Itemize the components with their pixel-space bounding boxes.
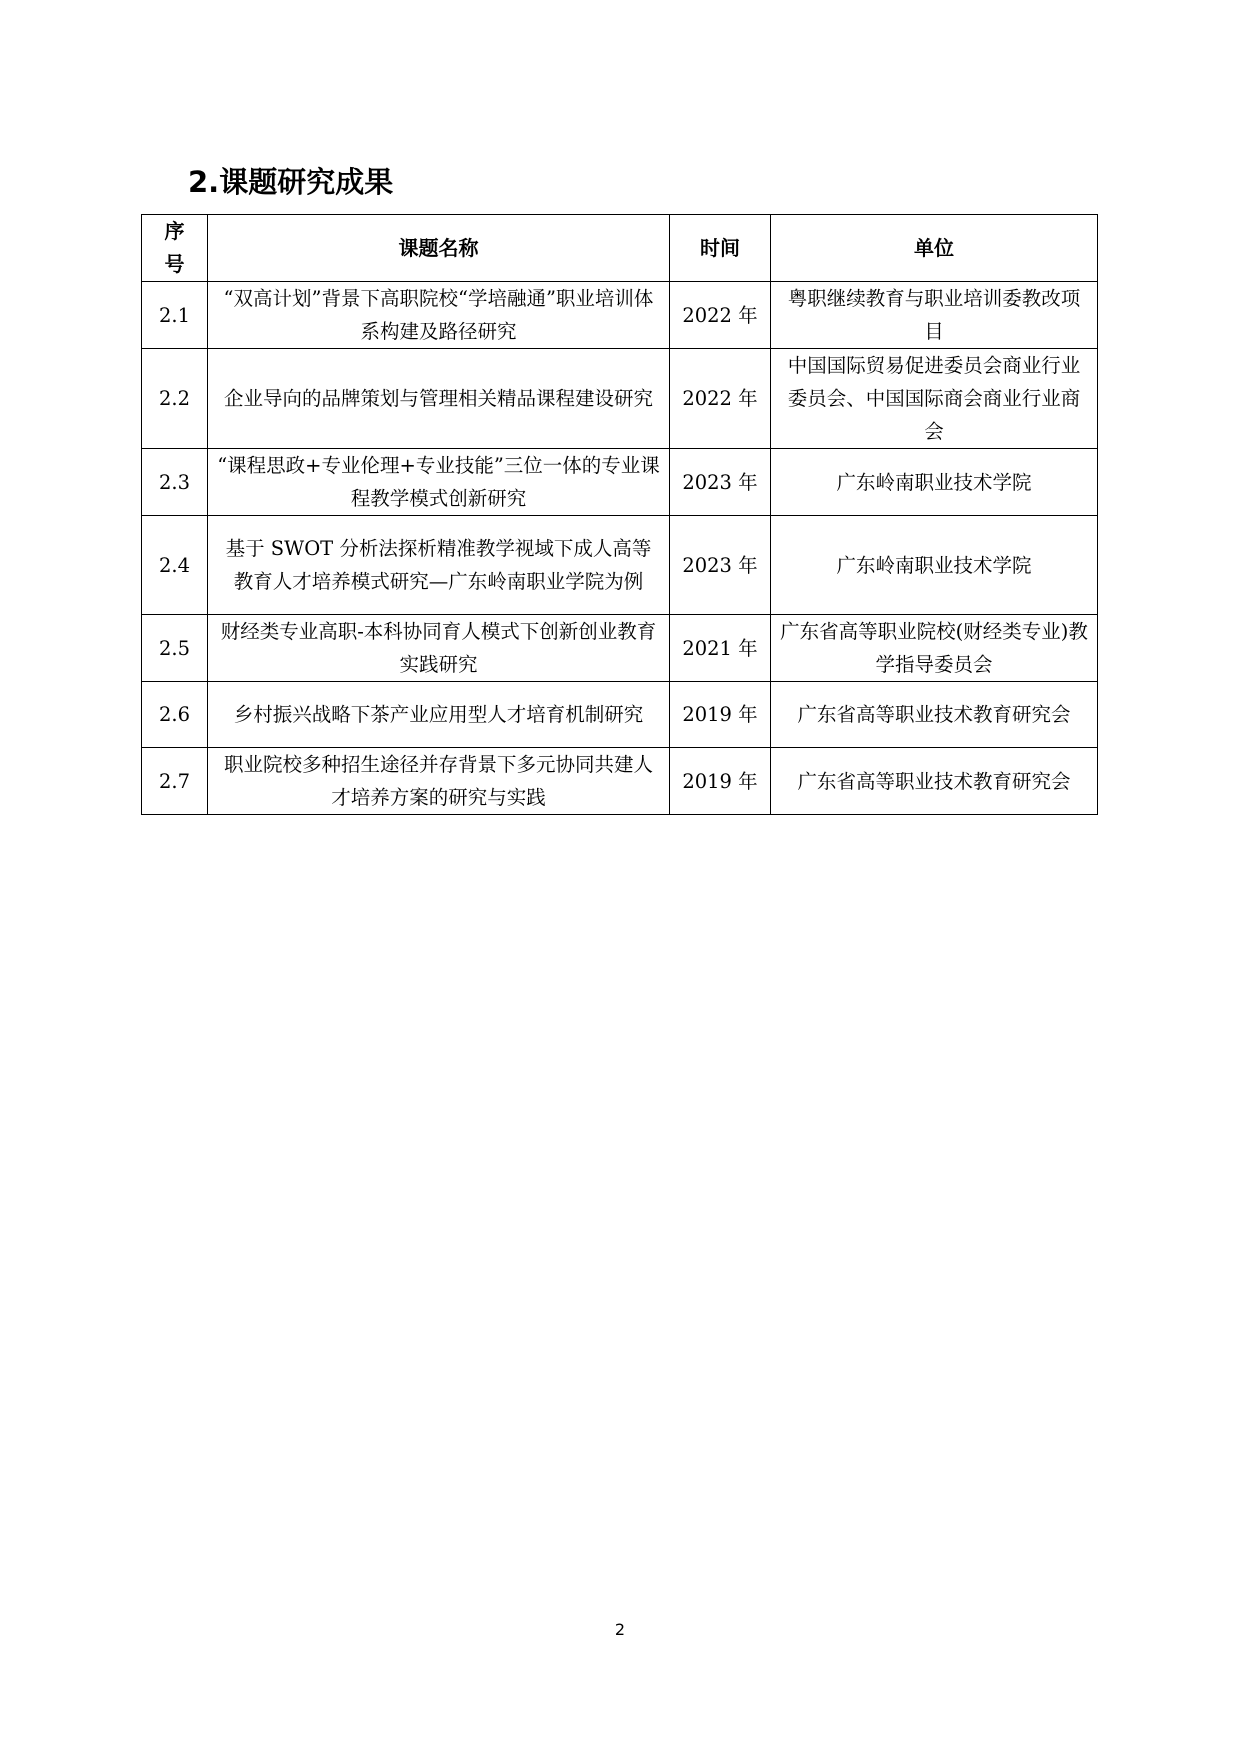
row-time: 2019 年 bbox=[670, 748, 771, 815]
header-serial-line2: 号 bbox=[164, 252, 185, 276]
section-title: 2.课题研究成果 bbox=[188, 165, 394, 199]
row-organization: 广东省高等职业技术教育研究会 bbox=[771, 748, 1098, 815]
row-time: 2022 年 bbox=[670, 282, 771, 349]
row-serial-number: 2.6 bbox=[142, 682, 208, 748]
row-organization: 中国国际贸易促进委员会商业行业委员会、中国国际商会商业行业商会 bbox=[771, 349, 1098, 449]
row-organization: 广东岭南职业技术学院 bbox=[771, 516, 1098, 615]
row-time: 2019 年 bbox=[670, 682, 771, 748]
table-row bbox=[142, 615, 1098, 682]
header-serial-number bbox=[142, 215, 208, 282]
row-topic-name: 财经类专业高职-本科协同育人模式下创新创业教育实践研究 bbox=[208, 615, 670, 682]
research-results-table bbox=[141, 214, 1098, 815]
page-number: 2 bbox=[614, 1620, 626, 1639]
row-serial-number: 2.7 bbox=[142, 748, 208, 815]
row-serial-number: 2.5 bbox=[142, 615, 208, 682]
row-organization: 广东岭南职业技术学院 bbox=[771, 449, 1098, 516]
row-time: 2022 年 bbox=[670, 349, 771, 449]
table-row bbox=[142, 449, 1098, 516]
header-serial-line1: 序 bbox=[164, 219, 185, 243]
header-organization: 单位 bbox=[771, 215, 1098, 282]
header-time: 时间 bbox=[670, 215, 771, 282]
row-topic-name: 基于 SWOT 分析法探析精准教学视域下成人高等教育人才培养模式研究—广东岭南职业学院为例 bbox=[208, 516, 670, 615]
row-topic-name: “课程思政+专业伦理+专业技能”三位一体的专业课程教学模式创新研究 bbox=[208, 449, 670, 516]
row-time: 2023 年 bbox=[670, 516, 771, 615]
row-organization: 广东省高等职业院校(财经类专业)教学指导委员会 bbox=[771, 615, 1098, 682]
table-header-row bbox=[142, 215, 1098, 282]
row-serial-number: 2.4 bbox=[142, 516, 208, 615]
row-topic-name: 乡村振兴战略下茶产业应用型人才培育机制研究 bbox=[208, 682, 670, 748]
header-topic-name: 课题名称 bbox=[208, 215, 670, 282]
row-serial-number: 2.3 bbox=[142, 449, 208, 516]
row-topic-name: 职业院校多种招生途径并存背景下多元协同共建人才培养方案的研究与实践 bbox=[208, 748, 670, 815]
table-row bbox=[142, 282, 1098, 349]
table-row bbox=[142, 682, 1098, 748]
table-row bbox=[142, 748, 1098, 815]
row-organization: 广东省高等职业技术教育研究会 bbox=[771, 682, 1098, 748]
row-serial-number: 2.1 bbox=[142, 282, 208, 349]
table-row bbox=[142, 516, 1098, 615]
table-row bbox=[142, 349, 1098, 449]
row-time: 2021 年 bbox=[670, 615, 771, 682]
row-serial-number: 2.2 bbox=[142, 349, 208, 449]
row-time: 2023 年 bbox=[670, 449, 771, 516]
row-topic-name: 企业导向的品牌策划与管理相关精品课程建设研究 bbox=[208, 349, 670, 449]
row-topic-name: “双高计划”背景下高职院校“学培融通”职业培训体系构建及路径研究 bbox=[208, 282, 670, 349]
row-organization: 粤职继续教育与职业培训委教改项目 bbox=[771, 282, 1098, 349]
